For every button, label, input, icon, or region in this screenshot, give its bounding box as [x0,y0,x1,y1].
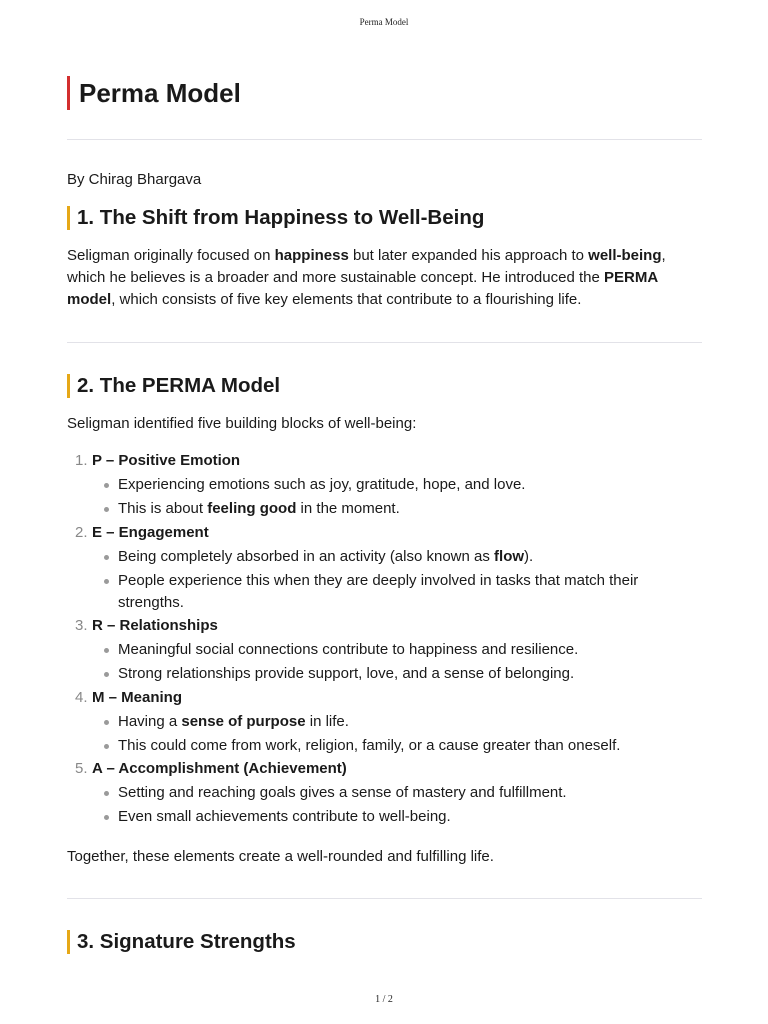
sub-list-item [92,498,702,520]
list-number: 5. [75,760,88,777]
text-run: Strong relationships provide support, love, and a sense of belonging. [118,665,575,682]
bullet-icon [104,744,109,749]
bullet-icon [104,579,109,584]
text-run: , which consists of five key elements that contribute to a flourishing life. [111,291,582,308]
divider [67,898,702,899]
list-number: 1. [75,452,88,469]
bullet-icon [104,483,109,488]
bold-text: sense of purpose [181,712,306,730]
sub-list-item [92,546,702,568]
text-run: , which he believes is a broader and more sustainable concept. He introduced the [67,247,666,286]
bold-text: flow [494,547,525,565]
section-2-heading: 2. The PERMA Model [67,374,280,398]
bullet-icon [104,648,109,653]
text-run: ). [524,547,534,565]
text-run: Meaningful social connections contribute to happiness and resilience. [118,641,579,658]
bullet-icon [104,791,109,796]
list-item-title: M – Meaning [92,688,183,706]
list-number: 3. [75,617,88,634]
list-item [67,615,702,685]
text-run: Having a [118,712,182,730]
page-number: 1 / 2 [375,994,393,1005]
section-1-heading: 1. The Shift from Happiness to Well-Being [67,206,484,230]
bullet-icon [104,555,109,560]
text-run: This is about [118,500,208,517]
section-1-paragraph [67,245,702,311]
list-item-title: E – Engagement [92,523,209,541]
sub-list-item [92,711,702,733]
sub-list-item [92,474,702,496]
list-item-title: P – Positive Emotion [92,452,241,469]
document-title: Perma Model [67,76,241,110]
sub-list [92,711,702,757]
list-item [67,450,702,520]
text-run: People experience this when they are deeply involved in tasks that match their strengths. [118,571,639,611]
text-run: in life. [305,712,349,730]
sub-list-item [92,782,702,804]
perma-list [67,450,702,830]
bold-text: PERMA model [67,269,658,308]
sub-list-item [92,639,702,661]
sub-list [92,639,702,685]
sub-list [92,782,702,828]
text-run: but later expanded his approach to [348,247,589,264]
list-item-title: A – Accomplishment (Achievement) [92,760,347,777]
list-item-title: R – Relationships [92,617,218,634]
sub-list-item [92,570,702,614]
list-item [67,687,702,757]
text-run: Experiencing emotions such as joy, gratitude, hope, and love. [118,476,526,493]
text-run: Setting and reaching goals gives a sense of mastery and fulfillment. [118,784,567,801]
sub-list-item [92,806,702,828]
text-run: Being completely absorbed in an activity (also known as [118,547,495,565]
text-run: Seligman originally focused on [67,247,275,264]
divider [67,139,702,140]
text-run: in the moment. [296,500,400,517]
running-header: Perma Model [359,17,409,27]
list-item [67,758,702,828]
bullet-icon [104,815,109,820]
sub-list-item [92,663,702,685]
sub-list [92,474,702,520]
bold-text: feeling good [207,500,297,517]
section-2-intro: Seligman identified five building blocks of well-being: [67,415,417,432]
bullet-icon [104,720,109,725]
byline: By Chirag Bhargava [67,171,202,188]
text-run: Even small achievements contribute to well-being. [118,808,451,825]
section-2-outro: Together, these elements create a well-rounded and fulfilling life. [67,848,494,865]
bold-text: well-being [588,247,662,264]
text-run: This could come from work, religion, family, or a cause greater than oneself. [118,736,621,754]
sub-list-item [92,735,702,757]
list-number: 4. [75,688,88,706]
bold-text: happiness [274,247,349,264]
bullet-icon [104,507,109,512]
bullet-icon [104,672,109,677]
divider [67,342,702,343]
list-item [67,522,702,614]
list-number: 2. [75,523,88,541]
section-3-heading: 3. Signature Strengths [67,930,296,954]
sub-list [92,546,702,614]
